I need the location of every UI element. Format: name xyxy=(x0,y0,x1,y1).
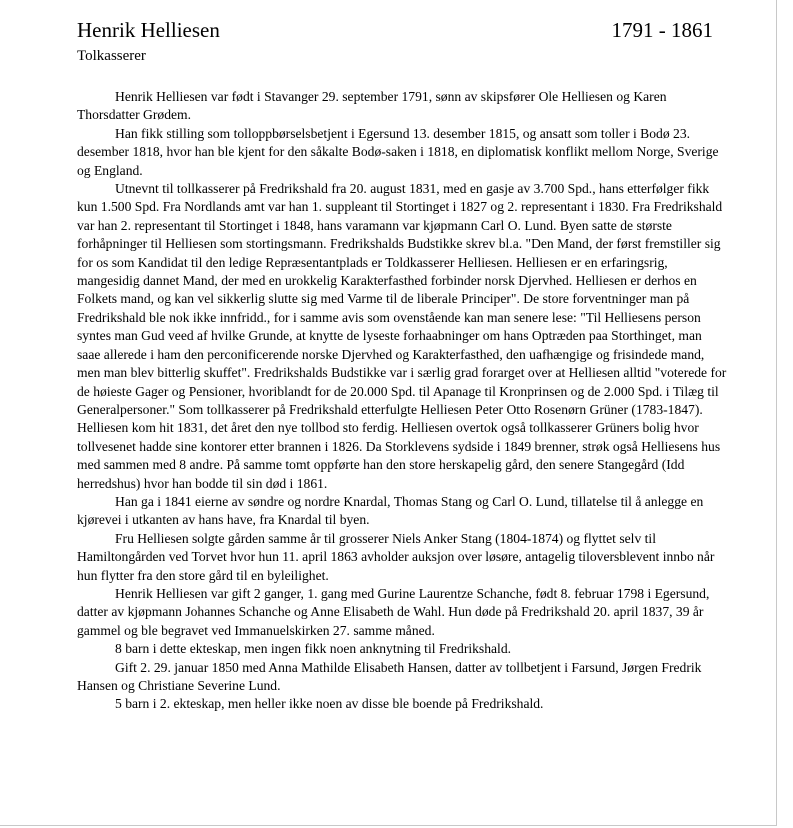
paragraph: Henrik Helliesen var gift 2 ganger, 1. gang med Gurine Laurentze Schanche, født 8. februar 1798 i Egersund, datter av kjøpmann Johannes Schanche og Anne Elisabeth de Wahl. Hun døde på Fredrikshald 20. april 1837, 39 år gammel og ble begravet ved Immanuelskirken 27. samme måned. xyxy=(77,585,710,638)
paragraph: Henrik Helliesen var født i Stavanger 29. september 1791, sønn av skipsfører Ole Helliesen og Karen Thorsdatter Grødem. xyxy=(77,89,667,123)
person-name: Henrik Helliesen xyxy=(77,18,220,42)
person-title: Tolkasserer xyxy=(77,48,146,64)
document-header xyxy=(77,16,713,48)
paragraph: Han ga i 1841 eierne av søndre og nordre Knardal, Thomas Stang og Carl O. Lund, tillatelse til å anlegge en kjørevei i utkanten av hans have, fra Knardal til byen. xyxy=(77,493,704,528)
paragraph: Han fikk stilling som tolloppbørselsbetjent i Egersund 13. desember 1815, og ansatt som toller i Bodø 23. desember 1818, hvor han ble kjent for den såkalte Bodø-saken i 1818, en diplomatisk konflikt mellom Norge, Sverige og England. xyxy=(77,125,719,178)
paragraph: Fru Helliesen solgte gården samme år til grosserer Niels Anker Stang (1804-1874) og flyttet selv til Hamiltongården ved Torvet hvor hun 11. april 1863 avholder auksjon over løsøre, antagelig tiloversblevent innbo når hun flytter fra den store gård til en byleilighet. xyxy=(77,530,715,583)
paragraph: Utnevnt til tollkasserer på Fredrikshald fra 20. august 1831, med en gasje av 3.700 Spd., hans etterfølger fikk kun 1.500 Spd. Fra Nordlands amt var han 1. suppleant til Stortinget i 1827 og 2. representant i 1830. Fra Fredrikshald var han 2. representant til Stortinget i 1848, hans varamann var kjøpmann Carl O. Lund. Byen satte de største forhåpninger til Helliesen som stortingsmann. Fredrikshalds Budstikke skrev bl.a. "Den Mand, der først fremstiller sig for os som Kandidat til den ledige Repræsentantplads er Toldkasserer Helliesen. Helliesen er en erfaringsrig, mangesidig dannet Mand, der med en urokkelig Karakterfasthed forbinder norsk Djervhed. Helliesen er derhos en Folkets mand, og kan vel sikkerlig slutte sig med Varme til de liberale Principer". De store forventninger man på Fredrikshald ble nok ikke innfridd., for i samme avis som ovenstående kan man senere lese: "Til Helliesens person syntes man Gud veed af hvilke Grunde, at knytte de lyseste forhaabninger om hans Optræden paa Storthinget, man saae allerede i ham den perconificerende norske Djervhed og Karakterfasthed, den uafhængige og frisindede mand, men man blev bitterlig skuffet". Fredrikshalds Budstikke var i særlig grad forarget over at Helliesen alltid "voterede for de høieste Gager og Pensioner, hvoriblandt for de 20.000 Spd. til Apanage til Kronprinsen og de 2.000 Spd. i Tilæg til Generalpersoner." Som tollkasserer på Fredrikshald etterfulgte Helliesen Peter Otto Rosenørn Grüner (1783-1847). Helliesen kom hit 1831, det året den nye tollbod sto ferdig. Helliesen overtok også tollkasserer Grüners bolig hvor tollvesenet hadde sine kontorer etter brannen i 1826. Da Storklevens sydside i 1849 brenner, strøk også Helliesens hus med sammen med 8 andre. På samme tomt oppførte han den store herskapelig gård, den senere Stangegård (Idd herredshus) hvor han bodde til sin død i 1861. xyxy=(77,181,727,491)
paragraph: 5 barn i 2. ekteskap, men heller ikke noen av disse ble boende på Fredrikshald. xyxy=(115,696,544,712)
paragraph: 8 barn i dette ekteskap, men ingen fikk noen anknytning til Fredrikshald. xyxy=(115,641,512,657)
life-years: 1791 - 1861 xyxy=(611,18,713,42)
biography-text xyxy=(77,88,727,714)
paragraph: Gift 2. 29. januar 1850 med Anna Mathilde Elisabeth Hansen, datter av tollbetjent i Farsund, Jørgen Fredrik Hansen og Christiane Severine Lund. xyxy=(77,659,702,693)
